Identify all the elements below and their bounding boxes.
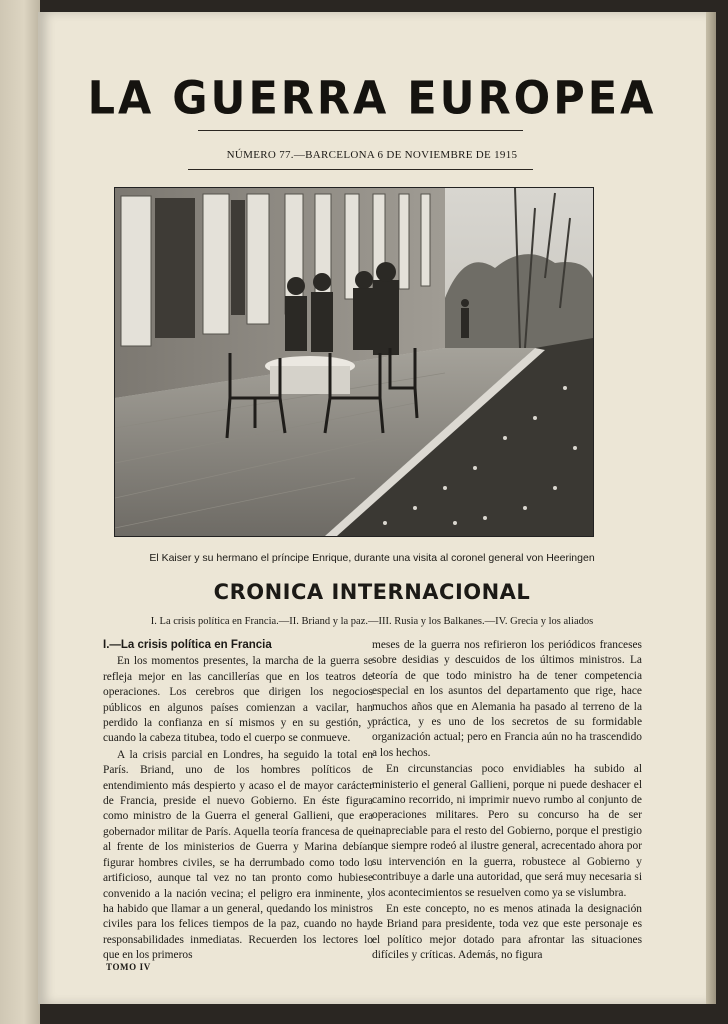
masthead-title: LA GUERRA EUROPEA <box>87 72 657 126</box>
article-paragraph: A la crisis parcial en Londres, ha seguido la total en París. Briand, uno de los hombres políticos de entendimiento más despierto y acaso el de mayor carácter de Francia, preside el nuevo Gobierno. En éste figura como ministro de la Guerra el general Gallieni, que era gobernador militar de París. Aquella teoría francesa de que al frente de los ministerios de Guerra y Marina debían figurar hombres civiles, se ha derrumbado como todo lo artificioso, aunque tal vez no tan pronto como hubiese convenido a la nación vecina; el peligro era inminente, y ha habido que llamar a un general, quedando los ministros civiles para los felices tiempos de la paz, cuando no hay responsabilidades inmediatas. Recuerden los lectores lo que en los primeros <box>103 748 373 962</box>
article-column-right <box>372 638 642 965</box>
masthead-rule-top <box>198 130 523 131</box>
article-paragraph: En circunstancias poco envidiables ha subido al ministerio el general Gallieni, porque ni puede deshacer el camino recorrido, ni imprimir nuevo rumbo al conjunto de operaciones militares. Pero su concurso ha de ser inapreciable para el resto del Gobierno, porque el prestigio que siempre rodeó al ilustre general, acrecentado ahora por su intervención en la guerra, robustece al Gobierno y contribuye a darle una autoridad, que será muy necesaria si los acontecimientos se resuelven como ya se vislumbra. <box>372 763 642 899</box>
photo-caption: El Kaiser y su hermano el príncipe Enrique, durante una visita al coronel general von Heeringen <box>149 552 595 564</box>
issue-line: NÚMERO 77.—BARCELONA 6 DE NOVIEMBRE DE 1915 <box>226 149 518 161</box>
page-fore-edge <box>706 12 716 1004</box>
article-heading: I.—La crisis política en Francia <box>103 639 272 651</box>
photo-kaiser-visit <box>114 187 594 537</box>
section-subtopics: I. La crisis política en Francia.—II. Briand y la paz.—III. Rusia y los Balkanes.—IV. Grecia y los aliados <box>150 616 594 627</box>
article-paragraph: En los momentos presentes, la marcha de la guerra se refleja mejor en las cancillerías que en los teatros de operaciones. Los cerebros que dirigen los negocios públicos en algunos países comienzan a vacilar, han perdido la confianza en sí mismos y en su gestión, y cuando la cabeza titubea, todo el cuerpo se conmueve. <box>103 655 373 745</box>
masthead-rule-bottom <box>188 169 533 170</box>
article-column-left <box>103 638 373 965</box>
section-title: CRONICA INTERNACIONAL <box>213 580 531 604</box>
article-paragraph-continued: meses de la guerra nos refirieron los periódicos franceses sobre desidias y descuidos de los últimos ministros. La teoría de que todo ministro ha de tener competencia especial en los asuntos del departamento que rige, hace muchos años que en Alemania ha pasado al terreno de la práctica, y es uno de los secretos de su formidable organización actual; pero en Francia aún no ha trascendido a los hechos. <box>372 639 642 759</box>
facing-page-edge <box>0 0 40 1024</box>
article-paragraph: En este concepto, no es menos atinada la designación de Briand para presidente, toda vez que este personaje es el político mejor dotado para afrontar las situaciones difíciles y críticas. Además, no figura <box>372 902 642 962</box>
volume-footer: TOMO IV <box>106 962 151 972</box>
magazine-page <box>38 12 706 1004</box>
